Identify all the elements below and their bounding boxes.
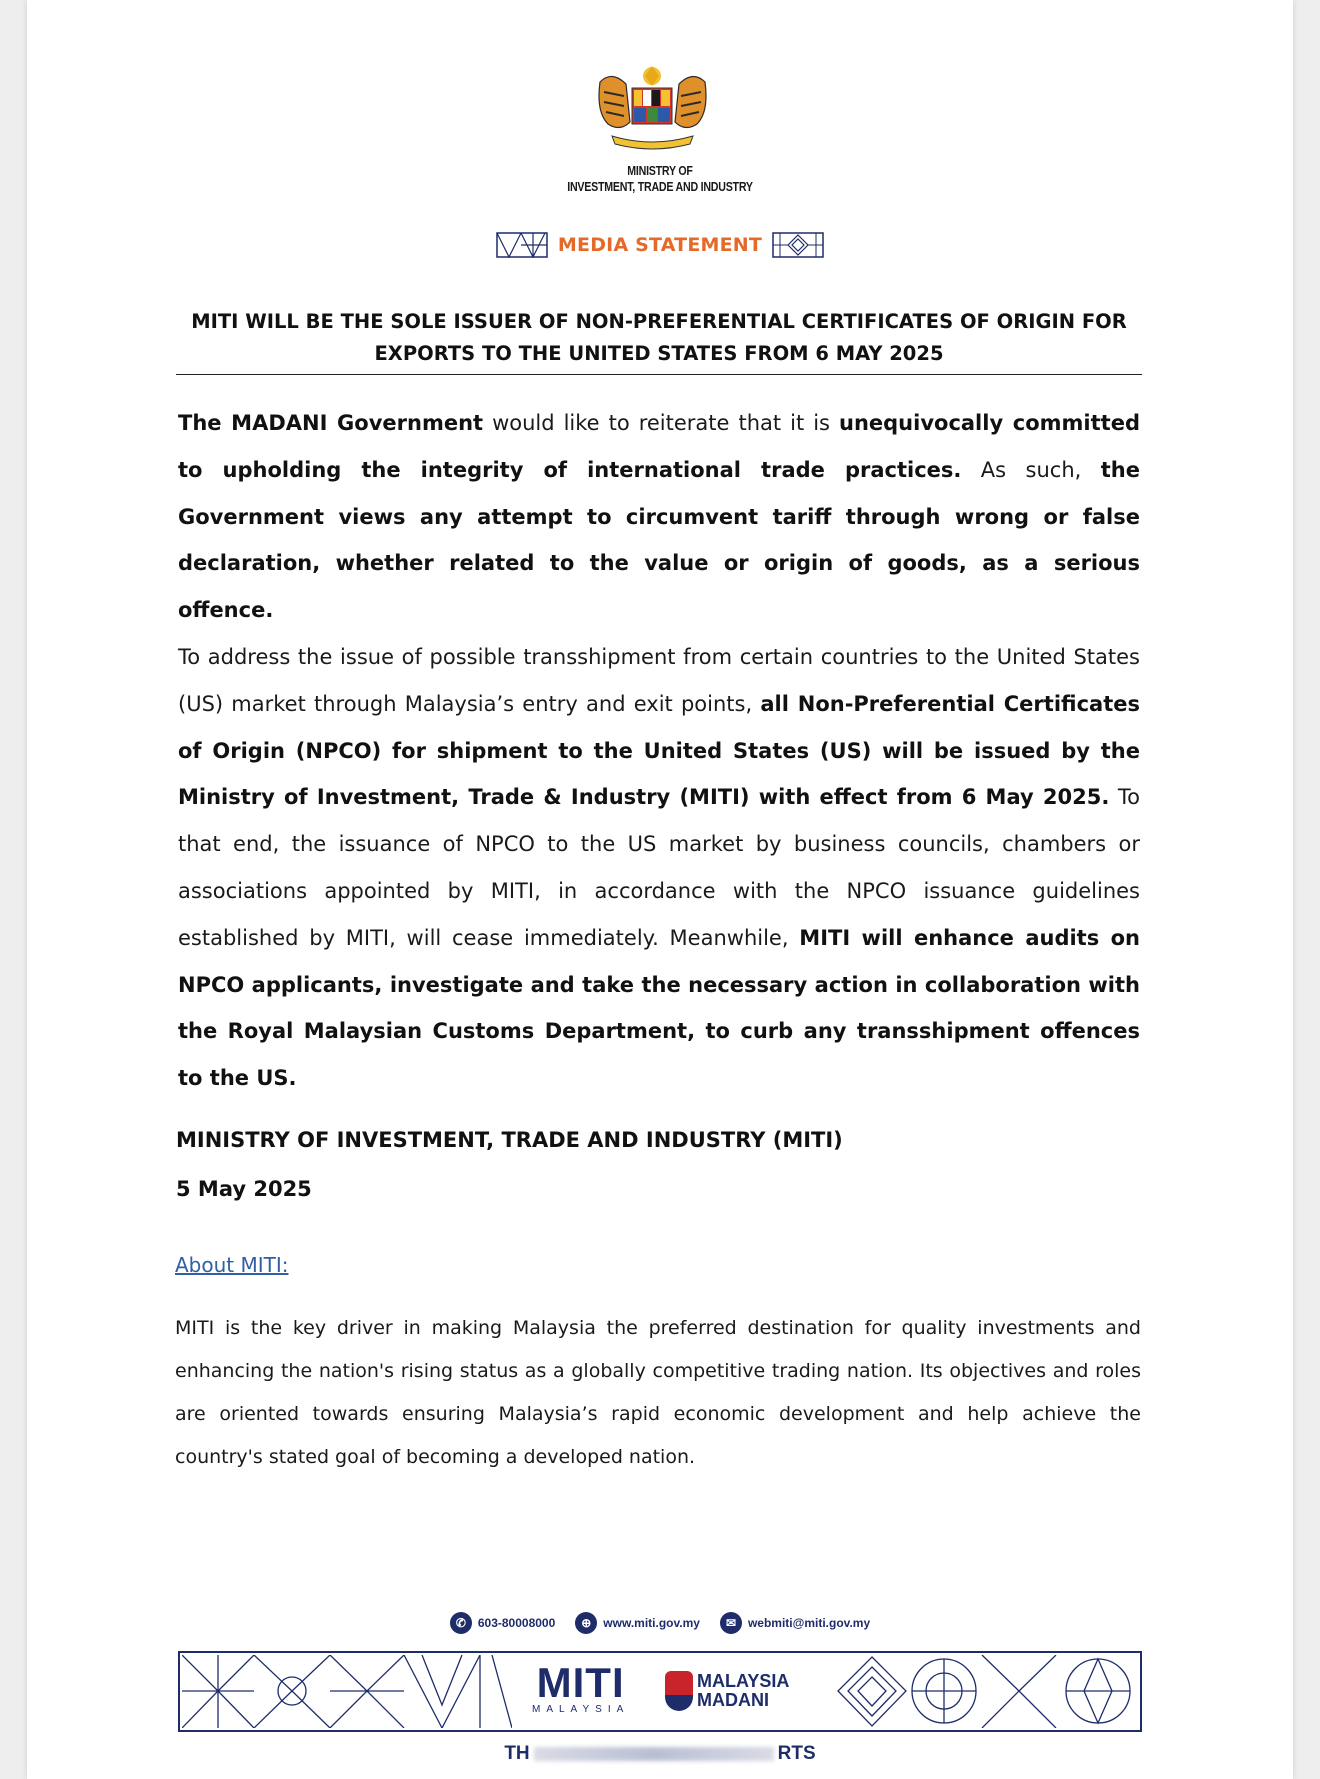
media-statement-banner	[0, 232, 1320, 258]
media-statement-label: MEDIA STATEMENT	[557, 234, 763, 256]
tagline-end: RTS	[777, 1743, 816, 1764]
globe-icon: ⊕	[575, 1612, 597, 1634]
para1-bold-3: the Government views any attempt to circumvent tariff through wrong or false declaration, whether related to the value or origin of goods, as a serious offence.	[178, 457, 1140, 623]
contact-website[interactable]	[575, 1612, 700, 1634]
pattern-left-icon	[496, 232, 548, 258]
ministry-name	[119, 163, 1201, 195]
contact-email[interactable]	[720, 1612, 870, 1634]
para1-text-1: would like to reiterate that it is	[483, 411, 839, 435]
tagline-start: TH	[504, 1743, 530, 1764]
phone-icon: ✆	[450, 1612, 472, 1634]
footer-pattern-right	[834, 1655, 1140, 1728]
miti-logo-sub: MALAYSIA	[532, 1704, 630, 1715]
footer-pattern-left	[182, 1655, 512, 1728]
tagline	[0, 1743, 1320, 1765]
miti-logo	[532, 1661, 629, 1715]
footer-band	[178, 1651, 1142, 1732]
website-text: www.miti.gov.my	[603, 1616, 700, 1630]
para1-text-2: As such,	[961, 457, 1101, 482]
ministry-line-2: INVESTMENT, TRADE AND INDUSTRY	[567, 179, 753, 194]
about-text: MITI is the key driver in making Malaysia the preferred destination for quality investments and enhancing the nation's rising status as a globally competitive trading nation. Its objectives and roles are oriented towards ensuring Malaysia’s rapid economic development and help achieve the country's stated goal of becoming a developed nation.	[175, 1317, 1141, 1468]
para1-bold-1: The MADANI Government	[178, 411, 484, 435]
pattern-right-icon	[772, 232, 824, 258]
ministry-line-1: MINISTRY OF	[627, 163, 693, 178]
paragraph-2	[178, 634, 1140, 1102]
contact-bar	[0, 1612, 1320, 1634]
contact-phone[interactable]	[450, 1612, 555, 1634]
email-text: webmiti@miti.gov.my	[747, 1616, 871, 1630]
madani-line-1: MALAYSIA	[697, 1671, 790, 1691]
headline-line-2: EXPORTS TO THE UNITED STATES FROM 6 MAY 2025	[374, 342, 944, 365]
madani-hand-icon	[665, 1671, 693, 1711]
miti-logo-word: MITI	[536, 1659, 625, 1706]
phone-text: 603-80008000	[477, 1616, 556, 1630]
madani-line-2: MADANI	[697, 1690, 769, 1710]
mail-icon: ✉	[720, 1612, 742, 1634]
tagline-redacted	[534, 1747, 774, 1761]
about-heading-link[interactable]: About MITI:	[175, 1253, 289, 1277]
para1-bold-2: unequivocally committed to upholding the integrity of international trade practices.	[178, 411, 1140, 482]
malaysia-madani-logo	[665, 1671, 789, 1711]
coat-of-arms-logo	[590, 62, 715, 157]
para2-text-1: To address the issue of possible transshipment from certain countries to the United States (US) market through Malaysia’s entry and exit points,	[178, 645, 1140, 716]
para2-bold-1: all Non-Preferential Certificates of Origin (NPCO) for shipment to the United States (US) will be issued by the Ministry of Investment, Trade & Industry (MITI) with effect from 6 May 2025.	[178, 691, 1140, 810]
headline	[176, 306, 1142, 375]
para2-bold-2: MITI will enhance audits on NPCO applicants, investigate and take the necessary action in collaboration with the Royal Malaysian Customs Department, to curb any transshipment offences to the US.	[178, 925, 1141, 1091]
signature-org: MINISTRY OF INVESTMENT, TRADE AND INDUSTRY (MITI)	[176, 1128, 843, 1152]
paragraph-1	[178, 400, 1140, 634]
headline-line-1: MITI WILL BE THE SOLE ISSUER OF NON-PREFERENTIAL CERTIFICATES OF ORIGIN FOR	[191, 310, 1127, 333]
signature-date: 5 May 2025	[176, 1177, 312, 1201]
para2-text-2: To that end, the issuance of NPCO to the US market by business councils, chambers or associations appointed by MITI, in accordance with the NPCO issuance guidelines established by MITI, will cease immediately. Meanwhile,	[178, 785, 1140, 950]
